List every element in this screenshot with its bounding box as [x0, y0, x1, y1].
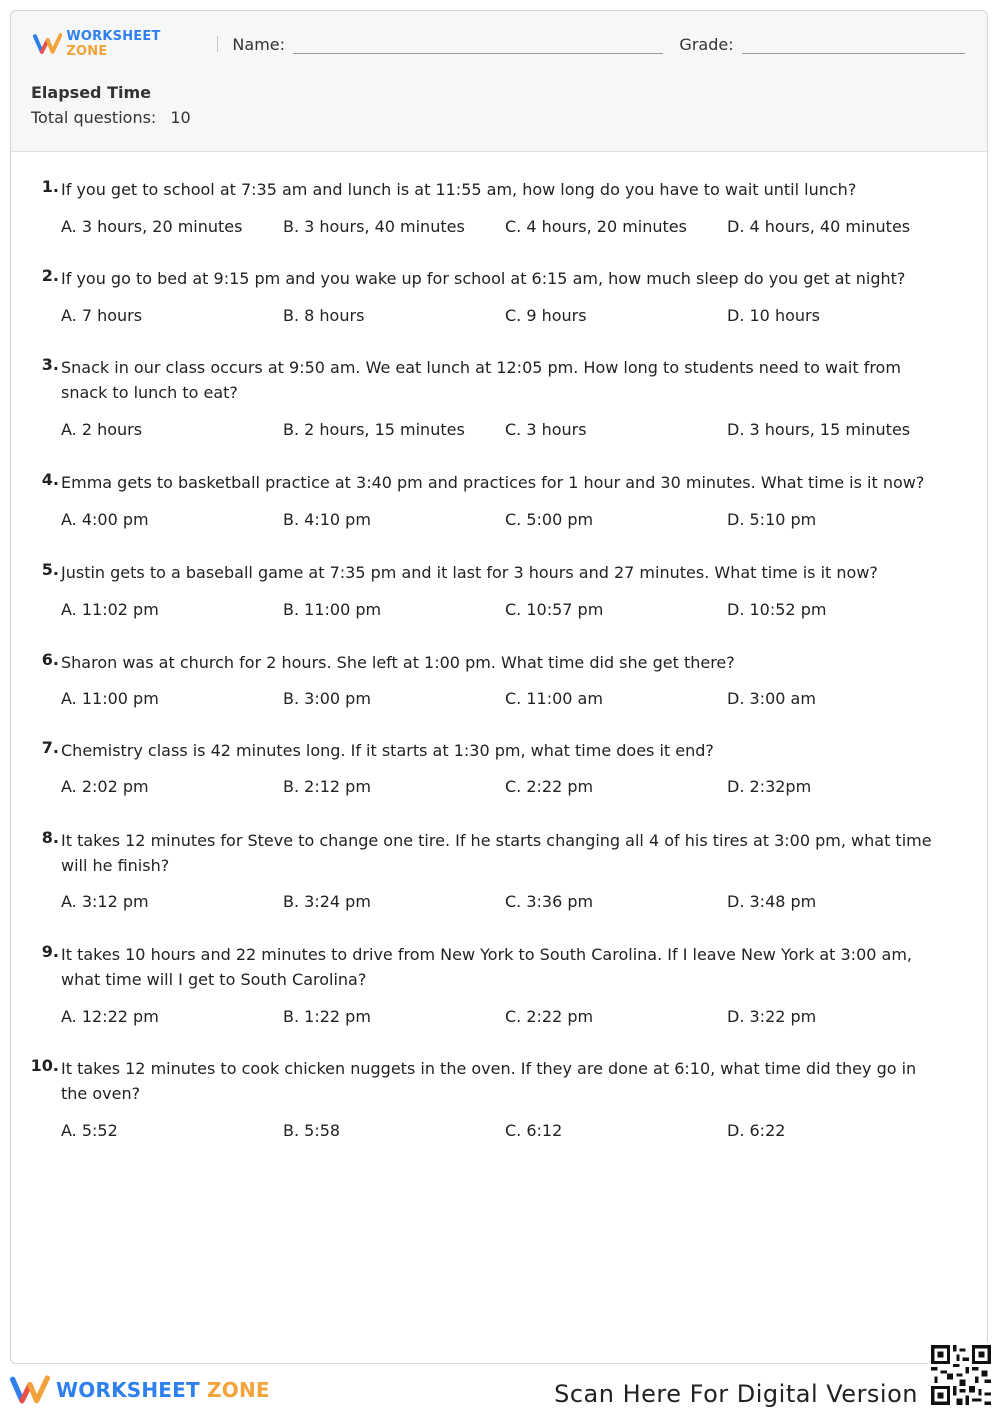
qr-code-icon[interactable]	[928, 1342, 994, 1408]
worksheet	[10, 10, 988, 1364]
answer-options	[61, 420, 961, 442]
grade-label: Grade:	[679, 34, 734, 54]
answer-option[interactable]: C. 11:00 am	[505, 689, 603, 708]
question-text: Justin gets to a baseball game at 7:35 pm and it last for 3 hours and 27 minutes. What time is it now?	[61, 563, 878, 582]
logo-text: WORKSHEET ZONE	[66, 29, 161, 59]
worksheet-zone-logo-icon	[10, 1374, 50, 1406]
answer-option[interactable]: C. 10:57 pm	[505, 600, 604, 619]
question-number: 6.	[41, 650, 59, 669]
answer-option[interactable]: C. 2:22 pm	[505, 777, 594, 796]
question-text: Emma gets to basketball practice at 3:40 pm and practices for 1 hour and 30 minutes. What time is it now?	[61, 473, 925, 492]
answer-option[interactable]: A. 11:00 pm	[61, 689, 159, 708]
question-text: Snack in our class occurs at 9:50 am. We eat lunch at 12:05 pm. How long to students need to wait from snack to lunch to eat?	[61, 358, 901, 402]
answer-option[interactable]: B. 4:10 pm	[283, 510, 371, 529]
total-questions	[31, 108, 191, 127]
answer-option[interactable]: B. 1:22 pm	[283, 1007, 371, 1026]
answer-option[interactable]: A. 5:52	[61, 1121, 118, 1140]
answer-option[interactable]: A. 7 hours	[61, 306, 143, 325]
answer-option[interactable]: B. 3:24 pm	[283, 892, 371, 911]
answer-option[interactable]: B. 5:58	[283, 1121, 341, 1140]
divider	[217, 36, 218, 52]
question-text: If you get to school at 7:35 am and lunch is at 11:55 am, how long do you have to wait until lunch?	[61, 180, 857, 199]
answer-option[interactable]: C. 5:00 pm	[505, 510, 594, 529]
question-text: If you go to bed at 9:15 pm and you wake up for school at 6:15 am, how much sleep do you get at night?	[61, 269, 906, 288]
answer-options	[61, 1121, 961, 1143]
answer-option[interactable]: A. 3 hours, 20 minutes	[61, 217, 243, 236]
scan-prompt: Scan Here For Digital Version	[554, 1380, 918, 1408]
answer-option[interactable]: D. 4 hours, 40 minutes	[727, 217, 911, 236]
answer-option[interactable]: B. 11:00 pm	[283, 600, 382, 619]
answer-option[interactable]: A. 3:12 pm	[61, 892, 149, 911]
grade-field[interactable]	[742, 35, 965, 54]
answer-options	[61, 217, 961, 239]
answer-option[interactable]: D. 3:48 pm	[727, 892, 817, 911]
answer-option[interactable]: C. 4 hours, 20 minutes	[505, 217, 687, 236]
answer-option[interactable]: A. 12:22 pm	[61, 1007, 159, 1026]
question-number: 9.	[41, 942, 59, 961]
total-questions-value: 10	[170, 108, 191, 127]
header-logo	[33, 29, 203, 59]
answer-options	[61, 689, 961, 711]
answer-options	[61, 510, 961, 532]
answer-option[interactable]: C. 3 hours	[505, 420, 587, 439]
answer-options	[61, 777, 961, 799]
answer-option[interactable]: B. 3 hours, 40 minutes	[283, 217, 465, 236]
answer-options	[61, 306, 961, 328]
answer-option[interactable]: C. 3:36 pm	[505, 892, 594, 911]
question-number: 7.	[41, 738, 59, 757]
question-number: 4.	[41, 470, 59, 489]
page-footer	[0, 1364, 1000, 1414]
question-number: 5.	[41, 560, 59, 579]
header-top-row	[33, 31, 965, 57]
question-number: 2.	[41, 266, 59, 285]
total-questions-label: Total questions:	[31, 108, 157, 127]
answer-option[interactable]: D. 2:32pm	[727, 777, 812, 796]
answer-option[interactable]: A. 2 hours	[61, 420, 143, 439]
worksheet-zone-logo-icon	[33, 33, 62, 55]
question-number: 3.	[41, 355, 59, 374]
answer-option[interactable]: D. 3:22 pm	[727, 1007, 817, 1026]
answer-option[interactable]: A. 2:02 pm	[61, 777, 149, 796]
answer-option[interactable]: B. 3:00 pm	[283, 689, 371, 708]
question-text: Chemistry class is 42 minutes long. If it starts at 1:30 pm, what time does it end?	[61, 741, 714, 760]
worksheet-title: Elapsed Time	[31, 83, 151, 102]
answer-option[interactable]: C. 6:12	[505, 1121, 563, 1140]
answer-options	[61, 892, 961, 914]
answer-option[interactable]: D. 10 hours	[727, 306, 820, 325]
answer-option[interactable]: A. 4:00 pm	[61, 510, 149, 529]
answer-option[interactable]: C. 2:22 pm	[505, 1007, 594, 1026]
name-field[interactable]	[293, 35, 663, 54]
footer-logo	[10, 1374, 270, 1406]
answer-option[interactable]: D. 10:52 pm	[727, 600, 827, 619]
answer-option[interactable]: D. 3:00 am	[727, 689, 816, 708]
answer-option[interactable]: D. 3 hours, 15 minutes	[727, 420, 911, 439]
answer-option[interactable]: B. 8 hours	[283, 306, 365, 325]
name-label: Name:	[232, 34, 286, 54]
question-text: It takes 12 minutes to cook chicken nuggets in the oven. If they are done at 6:10, what time did they go in the oven?	[61, 1059, 917, 1103]
answer-option[interactable]: C. 9 hours	[505, 306, 587, 325]
footer-logo-text: WORKSHEET ZONE	[56, 1378, 270, 1402]
question-number: 8.	[41, 828, 59, 847]
question-text: Sharon was at church for 2 hours. She left at 1:00 pm. What time did she get there?	[61, 653, 735, 672]
worksheet-header	[11, 11, 987, 152]
answer-option[interactable]: B. 2 hours, 15 minutes	[283, 420, 465, 439]
question-number: 10.	[30, 1056, 59, 1075]
answer-option[interactable]: D. 5:10 pm	[727, 510, 817, 529]
answer-option[interactable]: B. 2:12 pm	[283, 777, 371, 796]
answer-option[interactable]: D. 6:22	[727, 1121, 786, 1140]
answer-option[interactable]: A. 11:02 pm	[61, 600, 159, 619]
question-number: 1.	[41, 177, 59, 196]
answer-options	[61, 600, 961, 622]
question-text: It takes 12 minutes for Steve to change one tire. If he starts changing all 4 of his tires at 3:00 pm, what time will he finish?	[61, 831, 932, 875]
question-text: It takes 10 hours and 22 minutes to drive from New York to South Carolina. If I leave New York at 3:00 am, what time will I get to South Carolina?	[61, 945, 912, 989]
answer-options	[61, 1007, 961, 1029]
